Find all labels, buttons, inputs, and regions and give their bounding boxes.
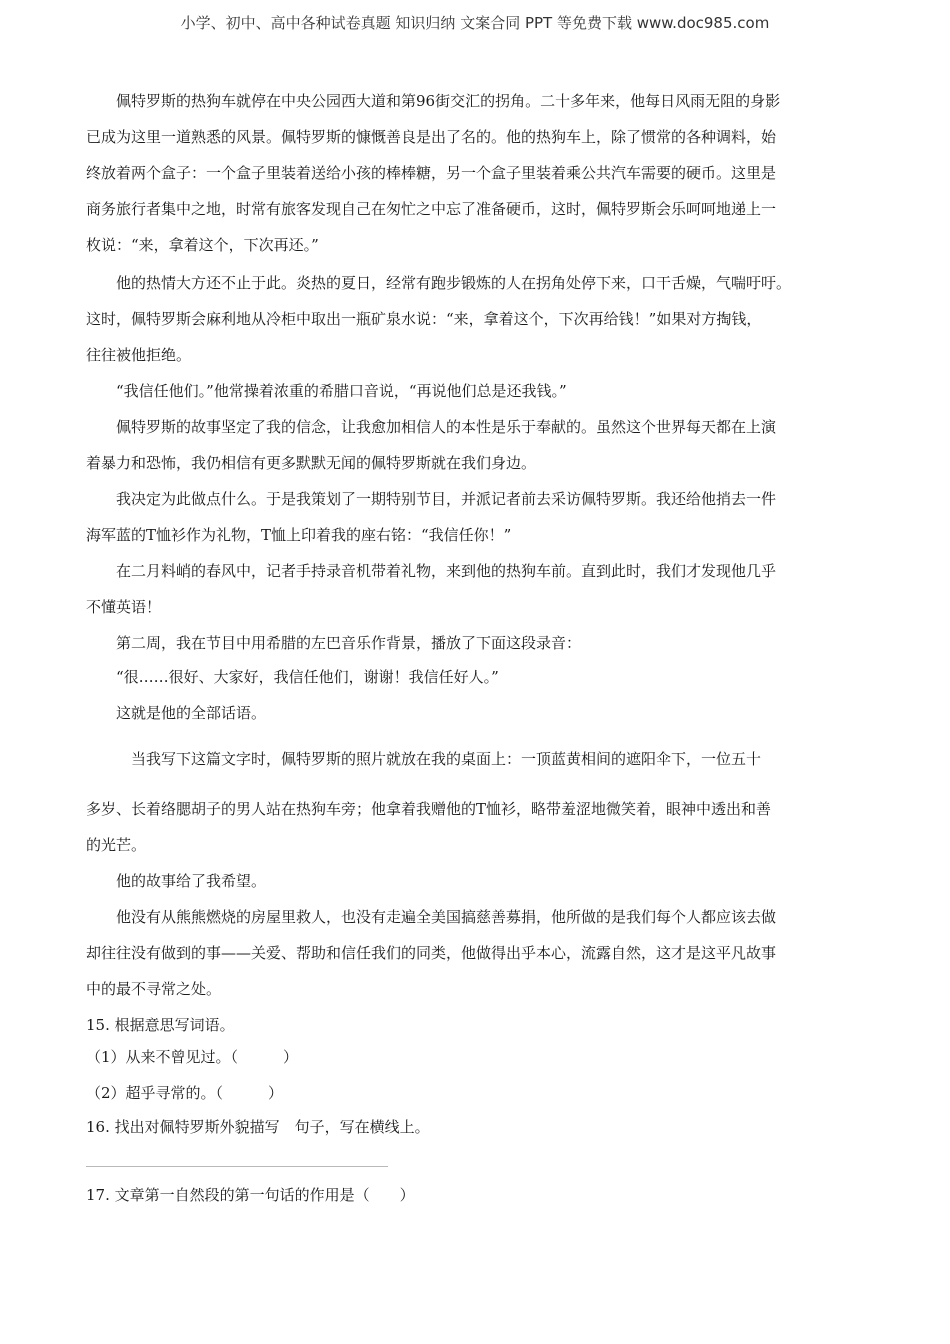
paragraph-5-line-2: 海军蓝的T恤衫作为礼物，T恤上印着我的座右铭：“我信任你！” <box>86 526 512 544</box>
paragraph-10-line-2: 多岁、长着络腮胡子的男人站在热狗车旁；他拿着我赠他的T恤衫，略带羞涩地微笑着，眼神中透出和善 <box>86 800 772 818</box>
paragraph-5-line-1: 我决定为此做点什么。于是我策划了一期特别节目，并派记者前去采访佩特罗斯。我还给他捎去一件 <box>86 490 777 508</box>
paragraph-6-line-1: 在二月料峭的春风中，记者手持录音机带着礼物，来到他的热狗车前。直到此时，我们才发现他几乎 <box>86 562 777 580</box>
question-15-item-1: （1）从来不曾见过。（ ） <box>86 1048 299 1066</box>
question-17: 17. 文章第一自然段的第一句话的作用是（ ） <box>86 1186 415 1204</box>
paragraph-2-line-2: 这时，佩特罗斯会麻利地从冷柜中取出一瓶矿泉水说：“来，拿着这个，下次再给钱！”如果对方掏钱， <box>86 310 762 328</box>
paragraph-3-line-1: “我信任他们。”他常操着浓重的希腊口音说，“再说他们总是还我钱。” <box>86 382 567 400</box>
paragraph-1-line-1: 佩特罗斯的热狗车就停在中央公园西大道和第96街交汇的拐角。二十多年来，他每日风雨无阻的身影 <box>86 92 781 110</box>
paragraph-1-line-2: 已成为这里一道熟悉的风景。佩特罗斯的慷慨善良是出了名的。他的热狗车上，除了惯常的各种调料，始 <box>86 128 777 146</box>
paragraph-4-line-1: 佩特罗斯的故事坚定了我的信念，让我愈加相信人的本性是乐于奉献的。虽然这个世界每天都在上演 <box>86 418 777 436</box>
paragraph-10-line-1: 当我写下这篇文字时，佩特罗斯的照片就放在我的桌面上：一顶蓝黄相间的遮阳伞下，一位五十 <box>86 750 762 768</box>
page-header: 小学、初中、高中各种试卷真题 知识归纳 文案合同 PPT 等免费下载 www.doc985.com <box>180 14 770 32</box>
paragraph-12-line-3: 中的最不寻常之处。 <box>86 980 222 998</box>
question-15: 15. 根据意思写词语。 <box>86 1016 235 1034</box>
paragraph-1-line-3: 终放着两个盒子：一个盒子里装着送给小孩的棒棒糖，另一个盒子里装着乘公共汽车需要的硬币。这里是 <box>86 164 777 182</box>
paragraph-7-line-1: 第二周，我在节目中用希腊的左巴音乐作背景，播放了下面这段录音： <box>86 634 582 652</box>
paragraph-4-line-2: 着暴力和恐怖，我仍相信有更多默默无闻的佩特罗斯就在我们身边。 <box>86 454 537 472</box>
paragraph-12-line-1: 他没有从熊熊燃烧的房屋里救人，也没有走遍全美国搞慈善募捐，他所做的是我们每个人都应该去做 <box>86 908 777 926</box>
paragraph-9-line-1: 这就是他的全部话语。 <box>86 704 267 722</box>
paragraph-6-line-2: 不懂英语！ <box>86 598 162 616</box>
paragraph-2-line-1: 他的热情大方还不止于此。炎热的夏日，经常有跑步锻炼的人在拐角处停下来，口干舌燥，气喘吁吁。 <box>86 274 792 292</box>
question-16: 16. 找出对佩特罗斯外貌描写 句子，写在横线上。 <box>86 1118 430 1136</box>
answer-line[interactable] <box>86 1166 388 1167</box>
paragraph-11-line-1: 他的故事给了我希望。 <box>86 872 267 890</box>
paragraph-2-line-3: 往往被他拒绝。 <box>86 346 192 364</box>
question-15-item-2: （2）超乎寻常的。（ ） <box>86 1084 284 1102</box>
paragraph-1-line-5: 枚说：“来，拿着这个，下次再还。” <box>86 236 319 254</box>
paragraph-8-line-1: “很……很好、大家好，我信任他们，谢谢！我信任好人。” <box>86 668 499 686</box>
paragraph-10-line-3: 的光芒。 <box>86 836 147 854</box>
paragraph-12-line-2: 却往往没有做到的事——关爱、帮助和信任我们的同类，他做得出乎本心，流露自然，这才是这平凡故事 <box>86 944 777 962</box>
paragraph-1-line-4: 商务旅行者集中之地，时常有旅客发现自己在匆忙之中忘了准备硬币，这时，佩特罗斯会乐呵呵地递上一 <box>86 200 777 218</box>
